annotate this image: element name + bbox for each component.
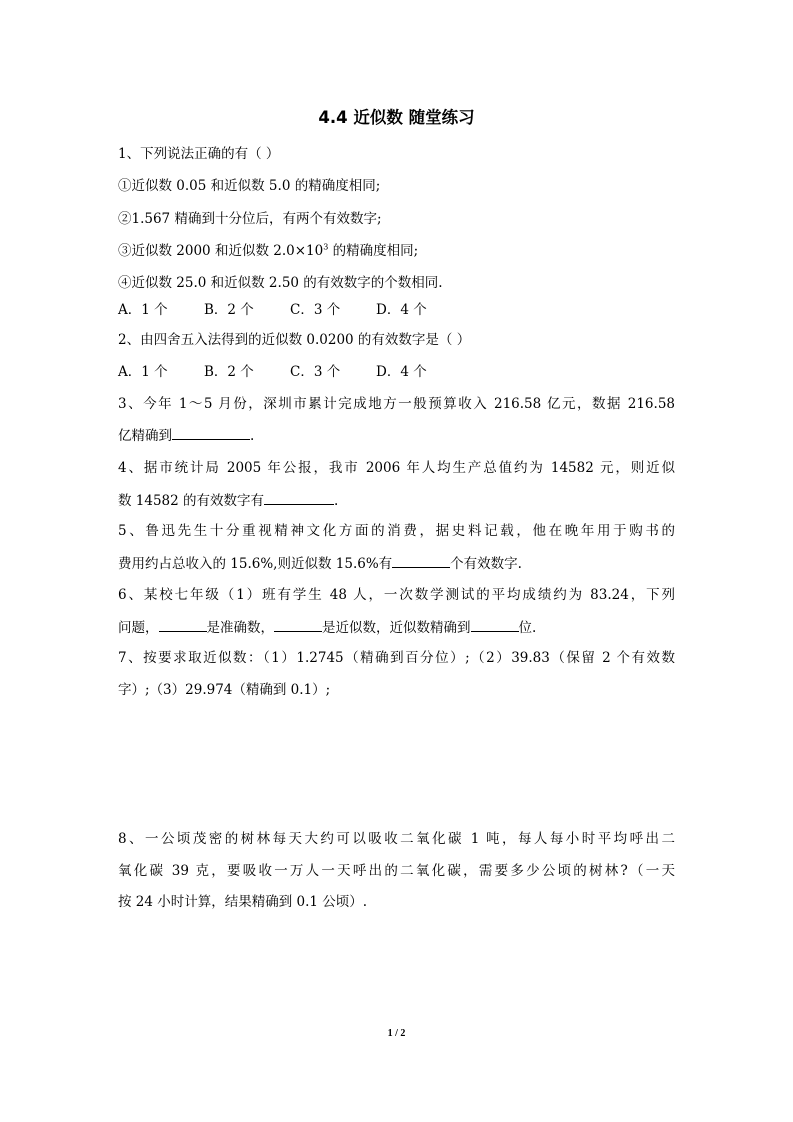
question-4-line-2 <box>118 490 675 511</box>
question-1-statement-4: ④近似数 25.0 和近似数 2.50 的有效数字的个数相同. <box>118 275 443 291</box>
question-4-line-1: 4、据市统计局 2005 年公报，我市 2006 年人均生产总值约为 14582 元，则近似 <box>118 460 675 476</box>
option-c: C．3 个 <box>290 302 341 318</box>
question-2-options <box>118 362 675 382</box>
question-5-tail: 个有效数字. <box>450 556 522 572</box>
question-6-text-d: 位. <box>518 620 537 636</box>
option-c: C．3 个 <box>290 364 341 380</box>
answer-blank-2[interactable] <box>274 617 322 632</box>
question-7-line-2: 字）;（3）29.974（精确到 0.1）; <box>118 682 331 698</box>
statement-3-tail: 的精确度相同; <box>328 243 419 259</box>
question-8-line-1: 8、一公顷茂密的树林每天大约可以吸收二氧化碳 1 吨，每人每小时平均呼出二 <box>118 831 675 847</box>
question-7-line-1: 7、按要求取近似数：（1）1.2745（精确到百分位）;（2）39.83（保留 2 个有效数 <box>118 650 675 666</box>
question-5-text: 费用约占总收入的 15.6%,则近似数 15.6%有 <box>118 556 393 572</box>
question-6-text-c: 是近似数，近似数精确到 <box>322 620 471 636</box>
question-4-text: 数 14582 的有效数字有 <box>118 493 265 509</box>
option-d: D．4 个 <box>376 302 427 318</box>
answer-blank[interactable] <box>264 490 334 505</box>
answer-blank[interactable] <box>172 425 250 440</box>
question-6-line-1: 6、某校七年级（1）班有学生 48 人，一次数学测试的平均成绩约为 83.24，下列 <box>118 587 675 603</box>
question-1-statement-2: ②1.567 精确到十分位后，有两个有效数字; <box>118 211 382 227</box>
question-1-stem: 1、下列说法正确的有（ ） <box>118 146 280 162</box>
answer-blank[interactable] <box>392 553 450 568</box>
option-b: B．2 个 <box>204 302 254 318</box>
answer-blank-1[interactable] <box>159 617 207 632</box>
statement-3-text: ③近似数 2000 和近似数 2.0×10 <box>118 243 324 259</box>
page-number: 1 / 2 <box>387 1028 406 1039</box>
question-4-end: . <box>334 493 339 509</box>
question-3-text: 亿精确到 <box>118 428 172 444</box>
question-8-line-2: 氧化碳 39 克，要吸收一万人一天呼出的二氧化碳，需要多少公顷的树林?（一天 <box>118 863 675 879</box>
question-6-line-2 <box>118 617 675 638</box>
exponent: 3 <box>323 242 329 252</box>
question-5-line-1: 5、鲁迅先生十分重视精神文化方面的消费，据史料记载，他在晚年用于购书的 <box>118 523 675 539</box>
answer-blank-3[interactable] <box>471 617 519 632</box>
question-1-statement-1: ①近似数 0.05 和近似数 5.0 的精确度相同; <box>118 178 381 194</box>
question-5-line-2 <box>118 553 675 574</box>
question-2-stem: 2、由四舍五入法得到的近似数 0.0200 的有效数字是（ ） <box>118 332 471 348</box>
option-b: B．2 个 <box>204 364 254 380</box>
option-d: D．4 个 <box>376 364 427 380</box>
question-3-end: . <box>250 428 255 444</box>
question-6-text-a: 问题， <box>118 620 159 636</box>
page-title: 4.4 近似数 随堂练习 <box>318 108 475 127</box>
question-3-line-1: 3、今年 1～5 月份，深圳市累计完成地方一般预算收入 216.58 亿元，数据 216.58 <box>118 396 675 412</box>
option-a: A．1 个 <box>118 302 168 318</box>
question-1-options <box>118 300 675 320</box>
option-a: A．1 个 <box>118 364 168 380</box>
question-1-statement-3 <box>118 241 675 261</box>
question-3-line-2 <box>118 425 675 446</box>
question-8-line-3: 按 24 小时计算，结果精确到 0.1 公顷）. <box>118 894 368 910</box>
question-6-text-b: 是准确数， <box>206 620 274 636</box>
